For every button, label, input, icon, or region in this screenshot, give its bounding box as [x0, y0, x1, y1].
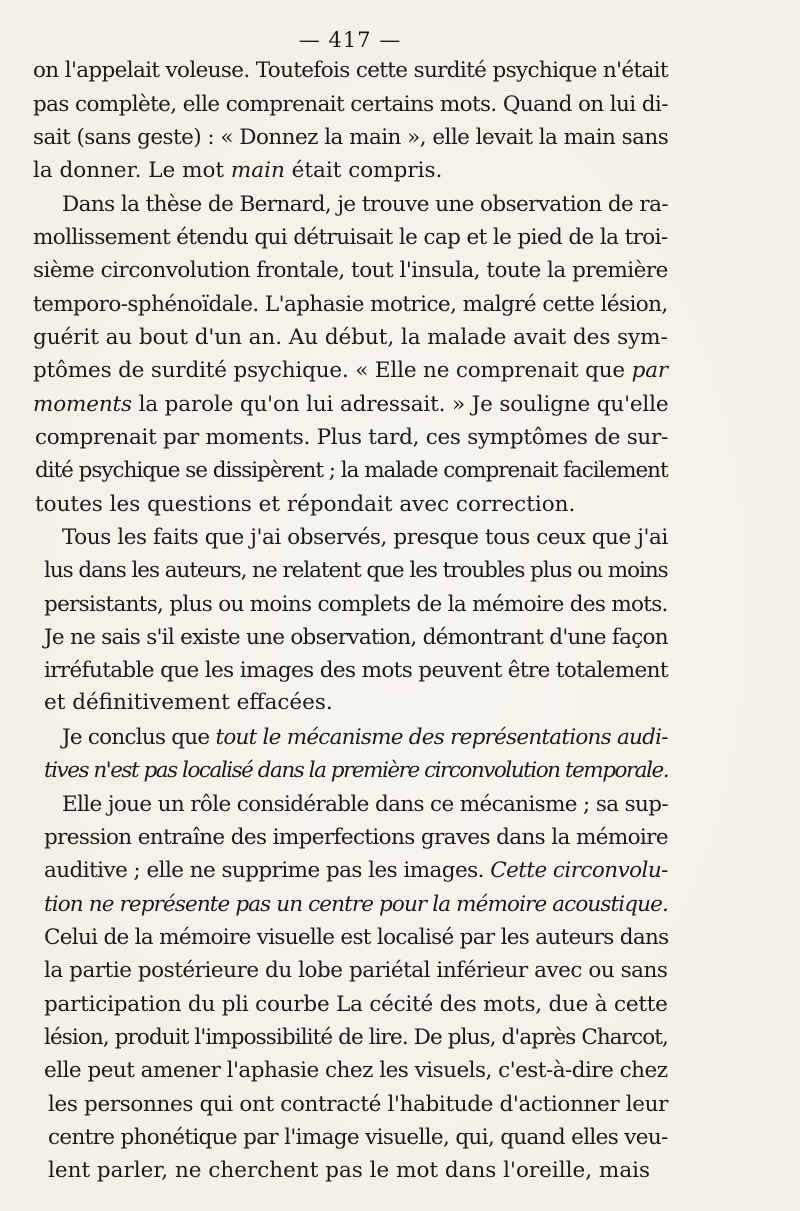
text-line [62, 192, 668, 218]
page-number: — 417 — [298, 28, 402, 52]
italic-text: main [230, 158, 285, 183]
text-segment: dité psychique se dissipèrent ; la malade comprenait facilement [35, 458, 668, 483]
text-line [33, 125, 668, 151]
text-line [44, 992, 668, 1018]
text-segment: la parole qu'on lui adressait. » Je souligne qu'elle [131, 392, 669, 417]
text-segment: sième circonvolution frontale, tout l'insula, toute la première [33, 258, 668, 283]
text-line [44, 858, 668, 884]
text-segment: comprenait par moments. Plus tard, ces symptômes de sur- [35, 425, 668, 450]
text-line [62, 525, 668, 551]
text-segment: persistants, plus ou moins complets de la mémoire des mots. [44, 592, 668, 617]
text-line [44, 558, 668, 584]
text-line [33, 158, 442, 184]
text-line [44, 625, 668, 651]
text-segment: centre phonétique par l'image visuelle, qui, quand elles veu- [48, 1125, 668, 1150]
text-segment: temporo-sphénoïdale. L'aphasie motrice, malgré cette lésion, [33, 292, 668, 317]
text-line [35, 492, 575, 518]
text-segment: était compris. [284, 158, 443, 183]
text-segment: Celui de la mémoire visuelle est localisé par les auteurs dans [44, 925, 669, 950]
text-segment: lent parler, ne cherchent pas le mot dans l'oreille, mais [48, 1158, 651, 1183]
text-line [48, 1158, 650, 1184]
text-line [44, 1025, 668, 1051]
text-line [48, 1125, 668, 1151]
text-segment: on l'appelait voleuse. Toutefois cette surdité psychique n'était [33, 58, 668, 83]
text-line [35, 458, 668, 484]
text-line [44, 758, 668, 784]
text-segment: Elle joue un rôle considérable dans ce mécanisme ; sa sup- [62, 792, 668, 817]
text-segment: lus dans les auteurs, ne relatent que les troubles plus ou moins [44, 558, 668, 583]
italic-text: tion ne représente pas un centre pour la mémoire acoustique. [44, 892, 668, 917]
text-line [33, 325, 668, 351]
text-segment: irréfutable que les images des mots peuvent être totalement [44, 658, 668, 683]
text-segment: Tous les faits que j'ai observés, presque tous ceux que j'ai [62, 525, 668, 550]
text-line [44, 1058, 668, 1084]
text-segment: la partie postérieure du lobe pariétal inférieur avec ou sans [44, 958, 668, 983]
text-line [33, 92, 668, 118]
text-line [44, 658, 668, 684]
text-line [33, 392, 668, 418]
text-line [33, 358, 668, 384]
italic-text: Cette circonvolu- [490, 858, 668, 883]
text-line [44, 592, 668, 618]
text-segment: Dans la thèse de Bernard, je trouve une observation de ra- [62, 192, 669, 217]
text-segment: pas complète, elle comprenait certains mots. Quand on lui di- [33, 92, 668, 117]
text-line [33, 225, 668, 251]
text-segment: toutes les questions et répondait avec correction. [35, 492, 576, 517]
text-line [44, 925, 668, 951]
italic-text: tout le mécanisme des représentations audi- [215, 725, 668, 750]
text-segment: sait (sans geste) : « Donnez la main », elle levait la main sans [33, 125, 669, 150]
italic-text: moments [33, 392, 132, 417]
text-segment: participation du pli courbe La cécité des mots, due à cette [44, 992, 668, 1017]
text-line [35, 425, 668, 451]
text-line [62, 725, 668, 751]
text-line [33, 58, 668, 84]
text-line [48, 1092, 668, 1118]
text-segment: ptômes de surdité psychique. « Elle ne comprenait que [33, 358, 632, 383]
text-segment: guérit au bout d'un an. Au début, la malade avait des sym- [33, 325, 668, 350]
text-segment: les personnes qui ont contracté l'habitude d'actionner leur [48, 1092, 669, 1117]
text-segment: elle peut amener l'aphasie chez les visuels, c'est-à-dire chez [44, 1058, 668, 1083]
text-segment: et définitivement effacées. [44, 690, 333, 715]
italic-text: par [631, 358, 668, 383]
text-line [44, 690, 333, 716]
text-segment: lésion, produit l'impossibilité de lire. De plus, d'après Charcot, [44, 1025, 668, 1050]
text-line [44, 892, 668, 918]
text-line [62, 792, 668, 818]
text-segment: la donner. Le mot [33, 158, 231, 183]
text-segment: Je ne sais s'il existe une observation, démontrant d'une façon [44, 625, 668, 650]
text-line [44, 825, 668, 851]
text-line [33, 292, 668, 318]
text-segment: Je conclus que [62, 725, 216, 750]
text-line [44, 958, 668, 984]
text-segment: mollissement étendu qui détruisait le cap et le pied de la troi- [33, 225, 668, 250]
italic-text: tives n'est pas localisé dans la première circonvolution temporale. [44, 758, 669, 783]
text-segment: pression entraîne des imperfections graves dans la mémoire [44, 825, 668, 850]
text-segment: auditive ; elle ne supprime pas les images. [44, 858, 491, 883]
text-line [33, 258, 668, 284]
